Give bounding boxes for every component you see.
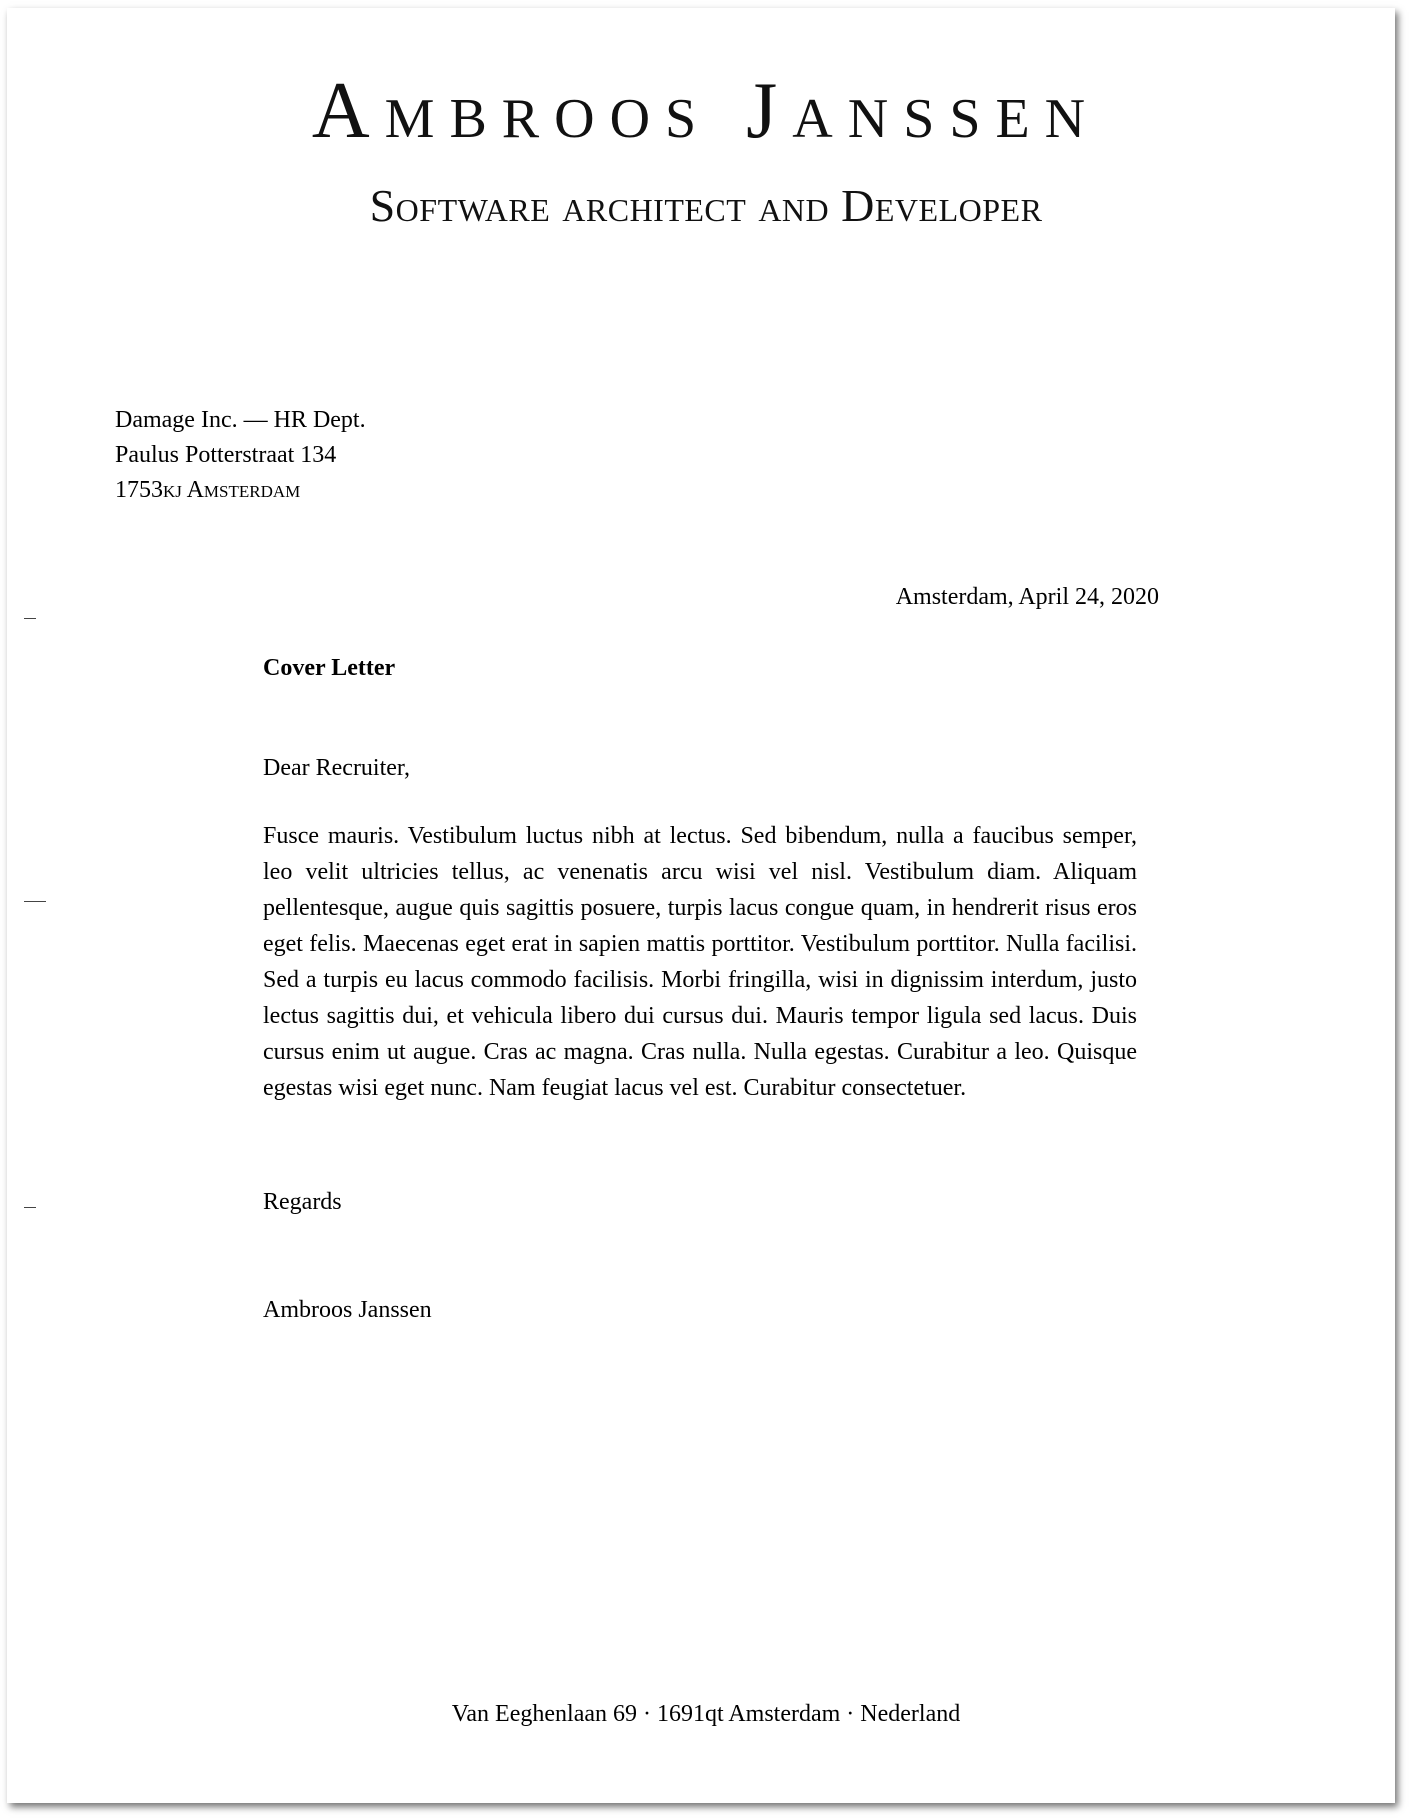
sender-name: Ambroos Janssen <box>311 67 1101 155</box>
letter-date: Amsterdam, April 24, 2020 <box>895 584 1159 610</box>
recipient-city: 1753kj Amsterdam <box>115 477 301 503</box>
sender-title: Software architect and Developer <box>369 180 1043 231</box>
letter-subject: Cover Letter <box>263 655 396 681</box>
letter-closing: Regards <box>263 1189 342 1215</box>
recipient-address <box>115 403 366 508</box>
sender-address-footer: Van Eeghenlaan 69 · 1691qt Amsterdam · Nederland <box>451 1701 961 1727</box>
recipient-company: Damage Inc. — HR Dept. <box>115 407 366 433</box>
letter-signature: Ambroos Janssen <box>263 1297 432 1323</box>
letter-opening: Dear Recruiter, <box>263 755 410 781</box>
fold-mark-center <box>24 901 46 902</box>
recipient-street: Paulus Potterstraat 134 <box>115 442 337 468</box>
letter-body: Fusce mauris. Vestibulum luctus nibh at lectus. Sed bibendum, nulla a faucibus semper, leo velit ultricies tellus, ac venenatis arcu wisi vel nisl. Vestibulum diam. Aliquam pellentesque, augue quis sagittis posuere, turpis lacus congue quam, in hendrerit risus eros eget felis. Maecenas eget erat in sapien mattis porttitor. Vestibulum porttitor. Nulla facilisi. Sed a turpis eu lacus commodo facilisis. Morbi fringilla, wisi in dignissim interdum, justo lectus sagittis dui, et vehicula libero dui cursus dui. Mauris tempor ligula sed lacus. Duis cursus enim ut augue. Cras ac magna. Cras nulla. Nulla egestas. Curabitur a leo. Quisque egestas wisi eget nunc. Nam feugiat lacus vel est. Curabitur consectetuer. <box>263 823 1137 1101</box>
fold-mark-bottom <box>24 1207 36 1208</box>
fold-mark-top <box>24 618 36 619</box>
